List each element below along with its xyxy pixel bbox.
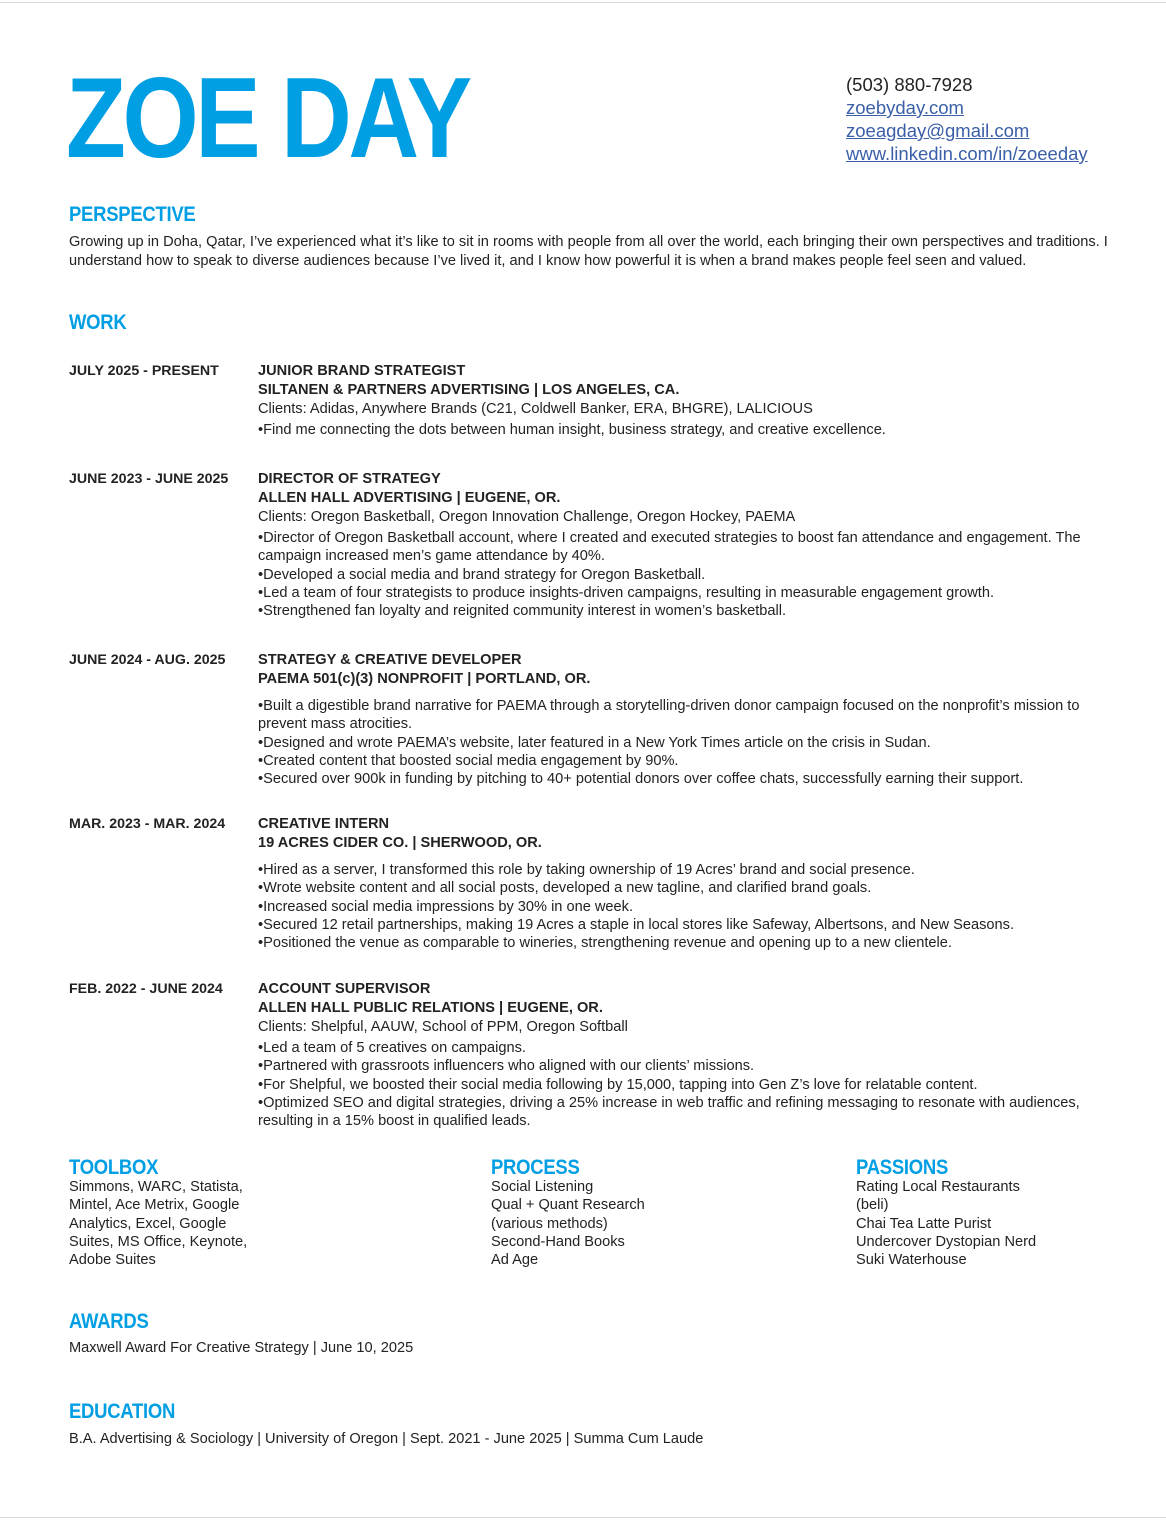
job-bullet: •Optimized SEO and digital strategies, driving a 25% increase in web traffic and refining messaging to resonate with audiences, resulting in a 15% boost in qualified leads.	[258, 1094, 1080, 1130]
job-date: FEB. 2022 - JUNE 2024	[69, 981, 223, 997]
bottom-divider	[0, 1517, 1166, 1518]
education-text: B.A. Advertising & Sociology | University of Oregon | Sept. 2021 - June 2025 | Summa Cum Laude	[69, 1431, 704, 1447]
awards-text: Maxwell Award For Creative Strategy | June 10, 2025	[69, 1340, 414, 1356]
job-bullet: •Led a team of 5 creatives on campaigns.	[258, 1040, 526, 1056]
job-company: ALLEN HALL ADVERTISING | EUGENE, OR.	[258, 490, 561, 506]
resume-name: ZOE DAY	[66, 55, 469, 182]
perspective-heading: PERSPECTIVE	[69, 203, 196, 226]
passions-line: Chai Tea Latte Purist	[856, 1215, 992, 1232]
perspective-text: Growing up in Doha, Qatar, I’ve experienced what it’s like to sit in rooms with people from all over the world, each bringing their own perspectives and traditions. I understand how to speak to diverse audiences because I’ve lived it, and I know how powerful it is when a brand makes people feel seen and valued.	[69, 234, 1108, 269]
job-clients: Clients: Shelpful, AAUW, School of PPM, Oregon Softball	[258, 1019, 628, 1035]
job-company: PAEMA 501(c)(3) NONPROFIT | PORTLAND, OR.	[258, 671, 591, 687]
toolbox-column	[69, 1156, 299, 1269]
job-date: JUNE 2023 - JUNE 2025	[69, 471, 229, 487]
process-column	[491, 1156, 751, 1269]
job-bullet: •Developed a social media and brand strategy for Oregon Basketball.	[258, 566, 706, 583]
job-date: MAR. 2023 - MAR. 2024	[69, 816, 226, 832]
passions-line: (beli)	[856, 1197, 889, 1214]
process-line: Second-Hand Books	[491, 1233, 625, 1250]
job-bullet: •Led a team of four strategists to produce insights-driven campaigns, resulting in measurable engagement growth.	[258, 584, 995, 601]
job-company: 19 ACRES CIDER CO. | SHERWOOD, OR.	[258, 835, 542, 851]
toolbox-line: Simmons, WARC, Statista,	[69, 1179, 243, 1195]
job-bullet: •Increased social media impressions by 30% in one week.	[258, 898, 634, 915]
job-bullet: •For Shelpful, we boosted their social media following by 15,000, tapping into Gen Z’s love for relatable content.	[258, 1076, 978, 1093]
toolbox-heading: TOOLBOX	[69, 1156, 159, 1179]
process-line: (various methods)	[491, 1215, 608, 1232]
job-date: JUNE 2024 - AUG. 2025	[69, 652, 226, 668]
job-bullet: •Wrote website content and all social posts, developed a new tagline, and clarified brand goals.	[258, 880, 872, 897]
toolbox-line: Suites, MS Office, Keynote,	[69, 1233, 248, 1250]
education-heading: EDUCATION	[69, 1400, 176, 1423]
job-bullet: •Built a digestible brand narrative for PAEMA through a storytelling-driven donor campaign focused on the nonprofit’s mission to prevent mass atrocities.	[258, 698, 1080, 733]
job-bullets	[258, 421, 1118, 439]
process-heading: PROCESS	[491, 1156, 580, 1179]
job-bullets	[258, 861, 1118, 952]
phone-number: (503) 880-7928	[846, 74, 973, 95]
job-company: ALLEN HALL PUBLIC RELATIONS | EUGENE, OR.	[258, 1000, 603, 1016]
linkedin-link[interactable]: www.linkedin.com/in/zoeeday	[846, 143, 1088, 164]
top-divider	[0, 2, 1166, 3]
job-bullet: •Director of Oregon Basketball account, where I created and executed strategies to boost fan attendance and engagement. The campaign increased men’s game attendance by 40%.	[258, 530, 1081, 565]
job-role: ACCOUNT SUPERVISOR	[258, 981, 431, 997]
passions-line: Undercover Dystopian Nerd	[856, 1233, 1037, 1250]
process-line: Social Listening	[491, 1179, 594, 1195]
passions-line: Rating Local Restaurants	[856, 1179, 1020, 1195]
job-role: DIRECTOR OF STRATEGY	[258, 471, 441, 487]
job-bullet: •Partnered with grassroots influencers who aligned with our clients’ missions.	[258, 1058, 755, 1075]
passions-heading: PASSIONS	[856, 1156, 949, 1179]
job-bullets	[258, 697, 1118, 788]
process-line: Qual + Quant Research	[491, 1197, 645, 1214]
toolbox-line: Adobe Suites	[69, 1252, 156, 1269]
job-role: CREATIVE INTERN	[258, 816, 390, 832]
passions-column	[856, 1156, 1116, 1269]
job-bullets	[258, 529, 1118, 620]
email-link[interactable]: zoeagday@gmail.com	[846, 120, 1030, 141]
awards-heading: AWARDS	[69, 1310, 149, 1333]
work-heading: WORK	[69, 311, 127, 334]
website-link[interactable]: zoebyday.com	[846, 97, 964, 118]
job-company: SILTANEN & PARTNERS ADVERTISING | LOS ANGELES, CA.	[258, 382, 680, 398]
process-line: Ad Age	[491, 1252, 539, 1269]
job-bullet: •Designed and wrote PAEMA’s website, later featured in a New York Times article on the crisis in Sudan.	[258, 734, 931, 751]
job-bullet: •Strengthened fan loyalty and reignited community interest in women’s basketball.	[258, 603, 787, 620]
contact-block	[846, 73, 1088, 165]
job-clients: Clients: Adidas, Anywhere Brands (C21, Coldwell Banker, ERA, BHGRE), LALICIOUS	[258, 401, 813, 417]
job-role: STRATEGY & CREATIVE DEVELOPER	[258, 652, 522, 668]
job-bullets	[258, 1039, 1118, 1130]
job-bullet: •Secured 12 retail partnerships, making 19 Acres a staple in local stores like Safeway, Albertsons, and New Seasons.	[258, 916, 1015, 933]
job-bullet: •Find me connecting the dots between human insight, business strategy, and creative excellence.	[258, 422, 886, 438]
job-bullet: •Created content that boosted social media engagement by 90%.	[258, 752, 679, 769]
job-role: JUNIOR BRAND STRATEGIST	[258, 363, 466, 379]
toolbox-line: Analytics, Excel, Google	[69, 1215, 227, 1232]
passions-line: Suki Waterhouse	[856, 1252, 967, 1269]
job-bullet: •Positioned the venue as comparable to wineries, strengthening revenue and opening up to a new clientele.	[258, 935, 952, 952]
job-date: JULY 2025 - PRESENT	[69, 363, 219, 379]
job-bullet: •Secured over 900k in funding by pitching to 40+ potential donors over coffee chats, successfully earning their support.	[258, 771, 1024, 788]
toolbox-line: Mintel, Ace Metrix, Google	[69, 1197, 240, 1214]
job-clients: Clients: Oregon Basketball, Oregon Innovation Challenge, Oregon Hockey, PAEMA	[258, 509, 796, 525]
job-bullet: •Hired as a server, I transformed this role by taking ownership of 19 Acres’ brand and social presence.	[258, 862, 915, 878]
